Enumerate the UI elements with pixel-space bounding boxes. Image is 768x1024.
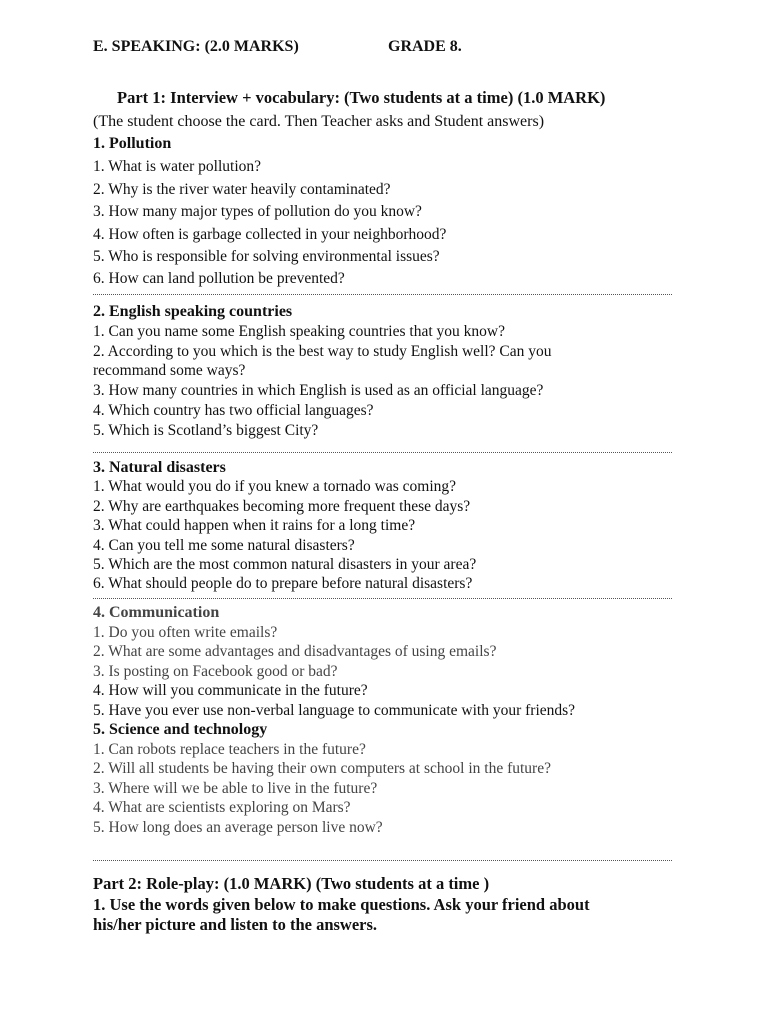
communication-heading: 4. Communication (93, 604, 220, 621)
part1-instruction: (The student choose the card. Then Teacher asks and Student answers) (93, 113, 545, 130)
question: 1. What is water pollution? (93, 158, 262, 175)
question: 2. What are some advantages and disadvantages of using emails? (93, 643, 497, 660)
question: 6. How can land pollution be prevented? (93, 270, 345, 287)
question: 5. Have you ever use non-verbal language to communicate with your friends? (93, 702, 576, 719)
english-heading: 2. English speaking countries (93, 303, 293, 320)
divider (93, 860, 672, 861)
question: 1. Can robots replace teachers in the future? (93, 741, 366, 758)
question: 3. Where will we be able to live in the future? (93, 780, 378, 797)
question: 5. Which are the most common natural disasters in your area? (93, 556, 477, 573)
question: 5. How long does an average person live now? (93, 819, 383, 836)
part2-instruction-2: his/her picture and listen to the answers. (93, 915, 378, 934)
question: 2. Will all students be having their own computers at school in the future? (93, 760, 551, 777)
divider (93, 452, 672, 453)
question: 2. Why are earthquakes becoming more frequent these days? (93, 498, 471, 515)
question: 4. Can you tell me some natural disasters? (93, 537, 355, 554)
science-heading: 5. Science and technology (93, 721, 268, 738)
section-title: E. SPEAKING: (2.0 MARKS) (93, 38, 299, 55)
question: 2. Why is the river water heavily contaminated? (93, 181, 391, 198)
question: 1. Do you often write emails? (93, 624, 278, 641)
question: 4. How will you communicate in the future? (93, 682, 368, 699)
part2-instruction-1: 1. Use the words given below to make questions. Ask your friend about (93, 895, 590, 914)
question: 4. Which country has two official languages? (93, 402, 374, 419)
question: 1. Can you name some English speaking countries that you know? (93, 323, 505, 340)
question: 6. What should people do to prepare before natural disasters? (93, 575, 473, 592)
question: 3. What could happen when it rains for a long time? (93, 517, 416, 534)
question: 2. According to you which is the best way to study English well? Can you (93, 343, 552, 360)
part2-title: Part 2: Role-play: (1.0 MARK) (Two students at a time ) (93, 874, 490, 893)
question: 3. Is posting on Facebook good or bad? (93, 663, 338, 680)
divider (93, 294, 672, 295)
question: 5. Who is responsible for solving environmental issues? (93, 248, 440, 265)
question: 1. What would you do if you knew a tornado was coming? (93, 478, 457, 495)
question: 3. How many major types of pollution do you know? (93, 203, 422, 220)
disasters-heading: 3. Natural disasters (93, 459, 226, 476)
question: 4. How often is garbage collected in your neighborhood? (93, 226, 447, 243)
divider (93, 598, 672, 599)
grade-label: GRADE 8. (388, 38, 462, 55)
question: 3. How many countries in which English is used as an official language? (93, 382, 544, 399)
pollution-heading: 1. Pollution (93, 135, 172, 152)
question-continued: recommand some ways? (93, 362, 246, 379)
part1-title: Part 1: Interview + vocabulary: (Two students at a time) (1.0 MARK) (117, 88, 606, 107)
question: 5. Which is Scotland’s biggest City? (93, 422, 319, 439)
question: 4. What are scientists exploring on Mars? (93, 799, 351, 816)
